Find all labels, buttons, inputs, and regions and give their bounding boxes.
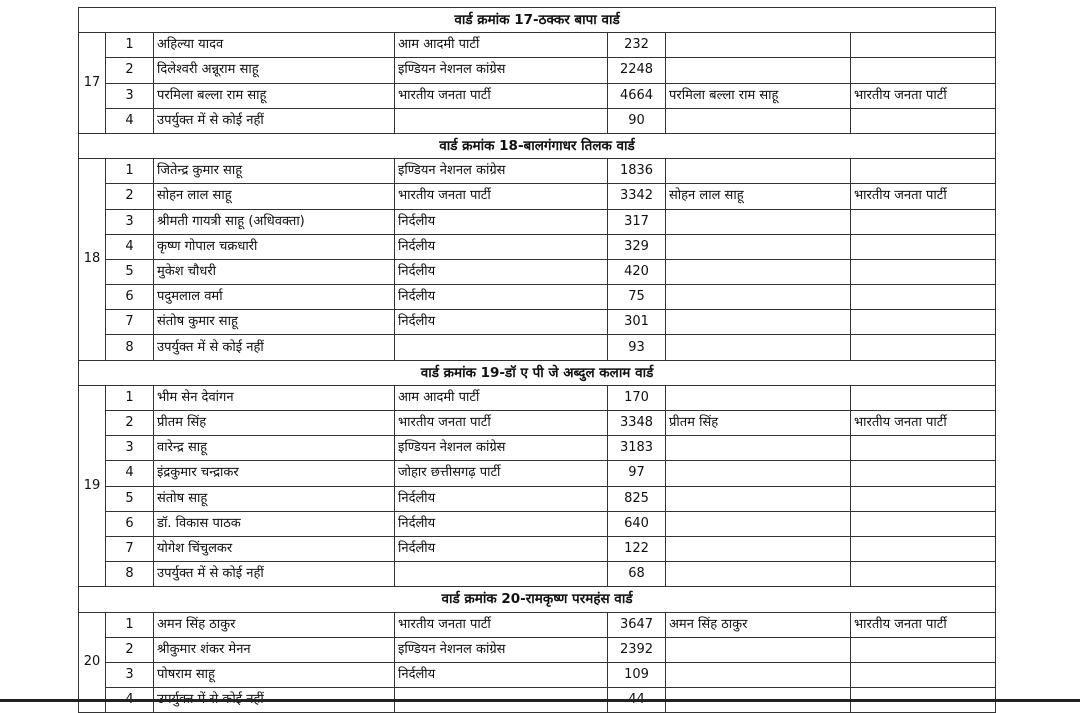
serial-number: 7 [106, 310, 154, 335]
party-name: निर्दलीय [395, 259, 608, 284]
candidate-row [79, 108, 996, 133]
candidate-row [79, 335, 996, 360]
winner-name [666, 461, 851, 486]
vote-count: 97 [608, 461, 666, 486]
winner-name [666, 562, 851, 587]
candidate-row [79, 285, 996, 310]
candidate-name: डॉ. विकास पाठक [154, 511, 395, 536]
vote-count: 420 [608, 259, 666, 284]
vote-count: 109 [608, 662, 666, 687]
candidate-name: उपर्युक्त में से कोई नहीं [154, 108, 395, 133]
candidate-name: वारेन्द्र साहू [154, 436, 395, 461]
candidate-name: जितेन्द्र कुमार साहू [154, 159, 395, 184]
results-sheet [78, 7, 995, 713]
winner-party [851, 259, 996, 284]
candidate-row [79, 436, 996, 461]
vote-count: 2392 [608, 637, 666, 662]
winner-party [851, 662, 996, 687]
party-name [395, 108, 608, 133]
candidate-name: श्रीमती गायत्री साहू (अधिवक्ता) [154, 209, 395, 234]
party-name: भारतीय जनता पार्टी [395, 612, 608, 637]
winner-party [851, 486, 996, 511]
vote-count: 122 [608, 536, 666, 561]
winner-name [666, 234, 851, 259]
winner-party [851, 58, 996, 83]
ward-header-row [79, 8, 996, 33]
party-name: इण्डियन नेशनल कांग्रेस [395, 436, 608, 461]
vote-count: 68 [608, 562, 666, 587]
candidate-name: प्रीतम सिंह [154, 411, 395, 436]
serial-number: 6 [106, 511, 154, 536]
party-name: निर्दलीय [395, 209, 608, 234]
party-name: निर्दलीय [395, 536, 608, 561]
candidate-row [79, 411, 996, 436]
winner-name [666, 285, 851, 310]
vote-count: 317 [608, 209, 666, 234]
winner-name: अमन सिंह ठाकुर [666, 612, 851, 637]
candidate-row [79, 83, 996, 108]
candidate-name: उपर्युक्त में से कोई नहीं [154, 335, 395, 360]
ward-title: वार्ड क्रमांक 19-डॉ ए पी जे अब्दुल कलाम वार्ड [79, 360, 996, 385]
serial-number: 2 [106, 637, 154, 662]
candidate-name: पोषराम साहू [154, 662, 395, 687]
candidate-row [79, 310, 996, 335]
vote-count: 329 [608, 234, 666, 259]
candidate-row [79, 612, 996, 637]
candidate-name: सोहन लाल साहू [154, 184, 395, 209]
candidate-name: संतोष कुमार साहू [154, 310, 395, 335]
candidate-name: उपर्युक्त में से कोई नहीं [154, 562, 395, 587]
party-name: भारतीय जनता पार्टी [395, 184, 608, 209]
winner-name [666, 58, 851, 83]
vote-count: 4664 [608, 83, 666, 108]
party-name: आम आदमी पार्टी [395, 33, 608, 58]
candidate-row [79, 511, 996, 536]
winner-name [666, 33, 851, 58]
vote-count: 3348 [608, 411, 666, 436]
candidate-name: मुकेश चौधरी [154, 259, 395, 284]
winner-party [851, 536, 996, 561]
party-name [395, 335, 608, 360]
ward-number: 20 [79, 612, 106, 713]
vote-count: 90 [608, 108, 666, 133]
candidate-row [79, 33, 996, 58]
serial-number: 5 [106, 259, 154, 284]
party-name: निर्दलीय [395, 511, 608, 536]
serial-number: 1 [106, 385, 154, 410]
candidate-row [79, 637, 996, 662]
serial-number: 3 [106, 436, 154, 461]
serial-number: 4 [106, 461, 154, 486]
winner-name: प्रीतम सिंह [666, 411, 851, 436]
serial-number: 6 [106, 285, 154, 310]
serial-number: 1 [106, 33, 154, 58]
winner-name [666, 335, 851, 360]
serial-number: 7 [106, 536, 154, 561]
party-name: निर्दलीय [395, 662, 608, 687]
candidate-row [79, 486, 996, 511]
serial-number: 8 [106, 562, 154, 587]
ward-header-row [79, 587, 996, 612]
candidate-name: पदुमलाल वर्मा [154, 285, 395, 310]
candidate-row [79, 234, 996, 259]
party-name: निर्दलीय [395, 486, 608, 511]
ward-title: वार्ड क्रमांक 18-बालगंगाधर तिलक वार्ड [79, 133, 996, 158]
candidate-name: श्रीकुमार शंकर मेनन [154, 637, 395, 662]
vote-count: 3342 [608, 184, 666, 209]
party-name: भारतीय जनता पार्टी [395, 411, 608, 436]
vote-count: 3183 [608, 436, 666, 461]
party-name: इण्डियन नेशनल कांग्रेस [395, 637, 608, 662]
winner-name [666, 159, 851, 184]
ward-title: वार्ड क्रमांक 17-ठक्कर बापा वार्ड [79, 8, 996, 33]
serial-number: 2 [106, 411, 154, 436]
party-name: निर्दलीय [395, 234, 608, 259]
winner-party [851, 385, 996, 410]
serial-number: 5 [106, 486, 154, 511]
party-name: निर्दलीय [395, 310, 608, 335]
winner-name: सोहन लाल साहू [666, 184, 851, 209]
ward-header-row [79, 360, 996, 385]
winner-party [851, 310, 996, 335]
party-name: इण्डियन नेशनल कांग्रेस [395, 159, 608, 184]
party-name [395, 562, 608, 587]
candidate-name: संतोष साहू [154, 486, 395, 511]
winner-party [851, 436, 996, 461]
serial-number: 3 [106, 83, 154, 108]
vote-count: 301 [608, 310, 666, 335]
vote-count: 2248 [608, 58, 666, 83]
winner-party [851, 159, 996, 184]
winner-party [851, 637, 996, 662]
vote-count: 640 [608, 511, 666, 536]
winner-name [666, 108, 851, 133]
winner-name [666, 209, 851, 234]
candidate-name: कृष्ण गोपाल चक्रधारी [154, 234, 395, 259]
winner-party: भारतीय जनता पार्टी [851, 83, 996, 108]
ward-number: 17 [79, 33, 106, 134]
vote-count: 3647 [608, 612, 666, 637]
candidate-row [79, 461, 996, 486]
winner-name [666, 486, 851, 511]
candidate-name: दिलेश्वरी अन्नूराम साहू [154, 58, 395, 83]
party-name: निर्दलीय [395, 285, 608, 310]
winner-party: भारतीय जनता पार्टी [851, 184, 996, 209]
candidate-row [79, 58, 996, 83]
party-name: इण्डियन नेशनल कांग्रेस [395, 58, 608, 83]
candidate-name: भीम सेन देवांगन [154, 385, 395, 410]
vote-count: 170 [608, 385, 666, 410]
candidate-name: इंद्रकुमार चन्द्राकर [154, 461, 395, 486]
candidate-name: योगेश चिंचुलकर [154, 536, 395, 561]
ward-header-row [79, 133, 996, 158]
candidate-name: अमन सिंह ठाकुर [154, 612, 395, 637]
vote-count: 825 [608, 486, 666, 511]
winner-name [666, 511, 851, 536]
winner-party [851, 511, 996, 536]
election-results-table [78, 7, 996, 713]
serial-number: 4 [106, 234, 154, 259]
winner-party [851, 234, 996, 259]
winner-party [851, 461, 996, 486]
winner-party [851, 285, 996, 310]
vote-count: 1836 [608, 159, 666, 184]
vote-count: 93 [608, 335, 666, 360]
party-name: आम आदमी पार्टी [395, 385, 608, 410]
winner-name [666, 637, 851, 662]
winner-name [666, 385, 851, 410]
party-name: जोहार छत्तीसगढ़ पार्टी [395, 461, 608, 486]
candidate-name: अहिल्या यादव [154, 33, 395, 58]
serial-number: 8 [106, 335, 154, 360]
candidate-row [79, 159, 996, 184]
ward-number: 19 [79, 385, 106, 587]
winner-party: भारतीय जनता पार्टी [851, 411, 996, 436]
candidate-row [79, 562, 996, 587]
serial-number: 4 [106, 108, 154, 133]
candidate-row [79, 662, 996, 687]
candidate-row [79, 385, 996, 410]
vote-count: 75 [608, 285, 666, 310]
candidate-row [79, 184, 996, 209]
winner-name [666, 310, 851, 335]
winner-party [851, 33, 996, 58]
party-name: भारतीय जनता पार्टी [395, 83, 608, 108]
serial-number: 3 [106, 662, 154, 687]
winner-name [666, 259, 851, 284]
serial-number: 3 [106, 209, 154, 234]
serial-number: 2 [106, 184, 154, 209]
serial-number: 1 [106, 159, 154, 184]
candidate-row [79, 536, 996, 561]
candidate-name: परमिला बल्ला राम साहू [154, 83, 395, 108]
candidate-row [79, 259, 996, 284]
vote-count: 232 [608, 33, 666, 58]
winner-party: भारतीय जनता पार्टी [851, 612, 996, 637]
candidate-row [79, 209, 996, 234]
ward-number: 18 [79, 159, 106, 361]
serial-number: 2 [106, 58, 154, 83]
serial-number: 1 [106, 612, 154, 637]
winner-party [851, 335, 996, 360]
ward-title: वार्ड क्रमांक 20-रामकृष्ण परमहंस वार्ड [79, 587, 996, 612]
winner-name [666, 536, 851, 561]
winner-party [851, 108, 996, 133]
winner-name: परमिला बल्ला राम साहू [666, 83, 851, 108]
winner-name [666, 662, 851, 687]
winner-name [666, 436, 851, 461]
winner-party [851, 562, 996, 587]
winner-party [851, 209, 996, 234]
